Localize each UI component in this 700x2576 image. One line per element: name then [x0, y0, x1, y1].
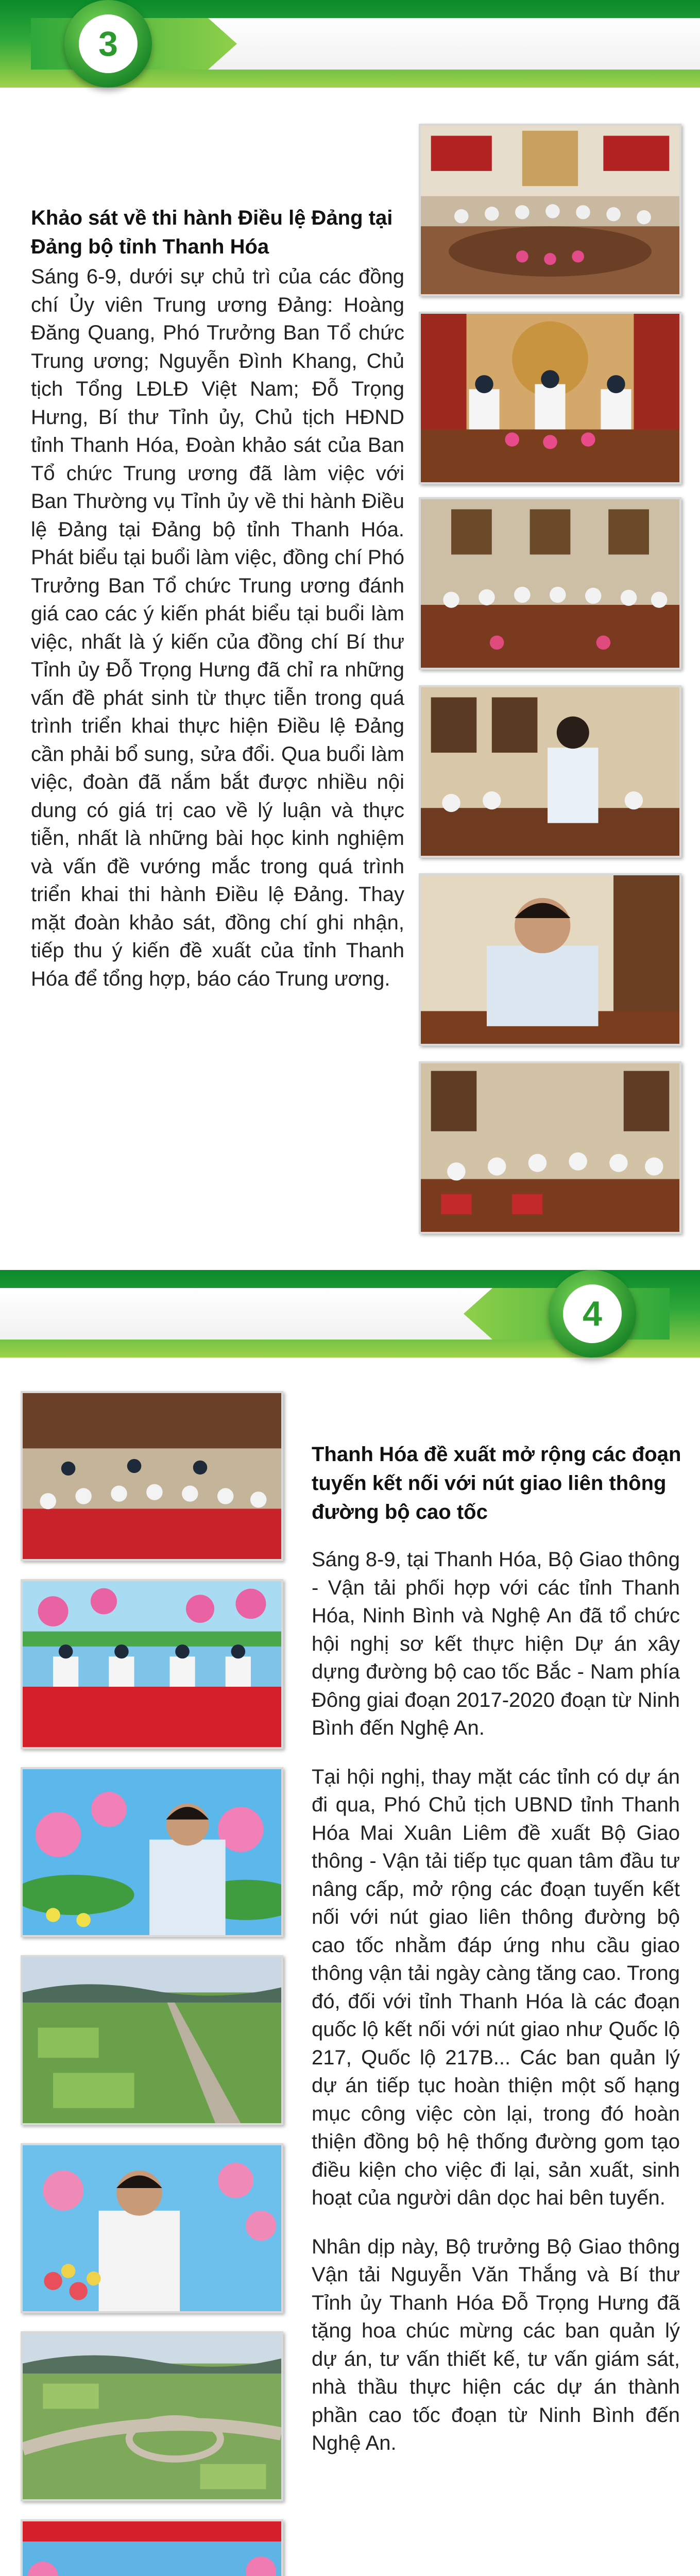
delegates-row-photo: [419, 1061, 681, 1234]
official-podium-image: [23, 2145, 281, 2311]
section-3-body: [31, 263, 404, 1013]
section-3-title: Khảo sát về thi hành Điều lệ Đảng tại Đảng bộ tỉnh Thanh Hóa: [31, 207, 393, 258]
paragraph: Nhân dịp này, Bộ trưởng Bộ Giao thông Vận tải Nguyễn Văn Thắng và Bí thư Tỉnh ủy Thanh Hóa Đỗ Trọng Hưng đã tặng hoa chúc mừng các ban quản lý dự án, tư vấn thiết kế, tư vấn giám sát, nhà thầu thực hiện các dự án thành phần cao tốc đoạn từ Ninh Bình đến Nghệ An.: [312, 2235, 680, 2454]
section-4-banner: [0, 1270, 700, 1358]
meeting-room-image: [421, 126, 679, 294]
section-number-badge: [549, 1270, 636, 1358]
conference-hall-image: [23, 1393, 281, 1559]
badge-number: 4: [563, 1284, 622, 1343]
section-4-body: [312, 1546, 680, 2478]
official-podium-photo: [21, 2143, 283, 2313]
section-4-title: Thanh Hóa đề xuất mở rộng các đoạn tuyến kết nối với nút giao liên thông đường bộ cao tốc: [312, 1443, 681, 1523]
paragraph: Tại hội nghị, thay mặt các tỉnh có dự án đi qua, Phó Chủ tịch UBND tỉnh Thanh Hóa Mai Xuân Liêm đề xuất Bộ Giao thông - Vận tải tiếp tục quan tâm đầu tư nâng cấp, mở rộng các đoạn tuyến kết nối với nút giao liên thông đường bộ cao tốc nhằm đáp ứng nhu cầu giao thông vận tải ngày càng tăng cao. Trong đó, đối với tỉnh Thanh Hóa là các đoạn quốc lộ kết nối với nút giao như Quốc lộ 217, Quốc lộ 217B... Các ban quản lý dự án tiếp tục hoàn thiện một số hạng mục công việc còn lại, trong đó hoàn thiện đồng bộ hệ thống đường gom tạo điều kiện cho việc đi lại, sản xuất, sinh hoạt của người dân dọc hai bên tuyến.: [312, 1765, 680, 2209]
meeting-table-image: [421, 499, 679, 668]
group-flowers-image: [23, 2521, 281, 2576]
speaker-standing-image: [421, 687, 679, 856]
paragraph: Sáng 6-9, dưới sự chủ trì của các đồng chí Ủy viên Trung ương Đảng: Hoàng Đăng Quang, Phó Trưởng Ban Tổ chức Trung ương; Nguyễn Đình Khang, Chủ tịch Tổng LĐLĐ Việt Nam; Đỗ Trọng Hưng, Bí thư Tỉnh ủy, Chủ tịch HĐND tỉnh Thanh Hóa, Đoàn khảo sát của Ban Tổ chức Trung ương đã làm việc với Ban Thường vụ Tỉnh ủy về thi hành Điều lệ Đảng tại Đảng bộ tỉnh Thanh Hóa. Phát biểu tại buổi làm việc, đồng chí Phó Trưởng Ban Tổ chức Trung ương đánh giá cao các ý kiến phát biểu tại buổi làm việc, nhất là ý kiến của đồng chí Bí thư Tỉnh ủy Đỗ Trọng Hưng đã chỉ ra những vấn đề phát sinh từ thực tiễn trong quá trình triển khai thực hiện Điều lệ Đảng cần phải bổ sung, sửa đổi. Qua buổi làm việc, đoàn đã nắm bắt được nhiều nội dung có giá trị cao về lý luận và thực tiễn, nhất là những bài học kinh nghiệm và vấn đề vướng mắc trong quá trình triển khai thi hành Điều lệ Đảng. Thay mặt đoàn khảo sát, đồng chí ghi nhận, tiếp thu ý kiến đề xuất của tỉnh Thanh Hóa để tổng hợp, báo cáo Trung ương.: [31, 265, 404, 990]
stage-speakers-photo: [21, 1579, 283, 1749]
speaker-flowers-image: [23, 1769, 281, 1935]
group-flowers-photo: [21, 2519, 283, 2576]
podium-leaders-photo: [419, 312, 681, 484]
speaker-standing-photo: [419, 685, 681, 858]
expressway-aerial-photo: [21, 1955, 283, 2125]
conference-hall-photo: [21, 1391, 283, 1561]
stage-speakers-image: [23, 1581, 281, 1747]
speaker-closeup-image: [421, 875, 679, 1044]
speaker-closeup-photo: [419, 873, 681, 1046]
delegates-row-image: [421, 1063, 679, 1232]
podium-leaders-image: [421, 314, 679, 482]
interchange-aerial-photo: [21, 2331, 283, 2501]
meeting-room-photo: [419, 124, 681, 296]
section-number-badge: [64, 0, 152, 88]
expressway-aerial-image: [23, 1957, 281, 2123]
interchange-aerial-image: [23, 2333, 281, 2499]
speaker-flowers-photo: [21, 1767, 283, 1937]
meeting-table-photo: [419, 497, 681, 670]
paragraph: Sáng 8-9, tại Thanh Hóa, Bộ Giao thông - Vận tải phối hợp với các tỉnh Thanh Hóa, Ninh Bình và Nghệ An đã tổ chức hội nghị sơ kết thực hiện Dự án xây dựng đường bộ cao tốc Bắc - Nam phía Đông giai đoạn 2017-2020 đoạn từ Ninh Bình đến Nghệ An.: [312, 1548, 680, 1739]
badge-number: 3: [79, 14, 138, 73]
section-3-banner: [0, 0, 700, 88]
